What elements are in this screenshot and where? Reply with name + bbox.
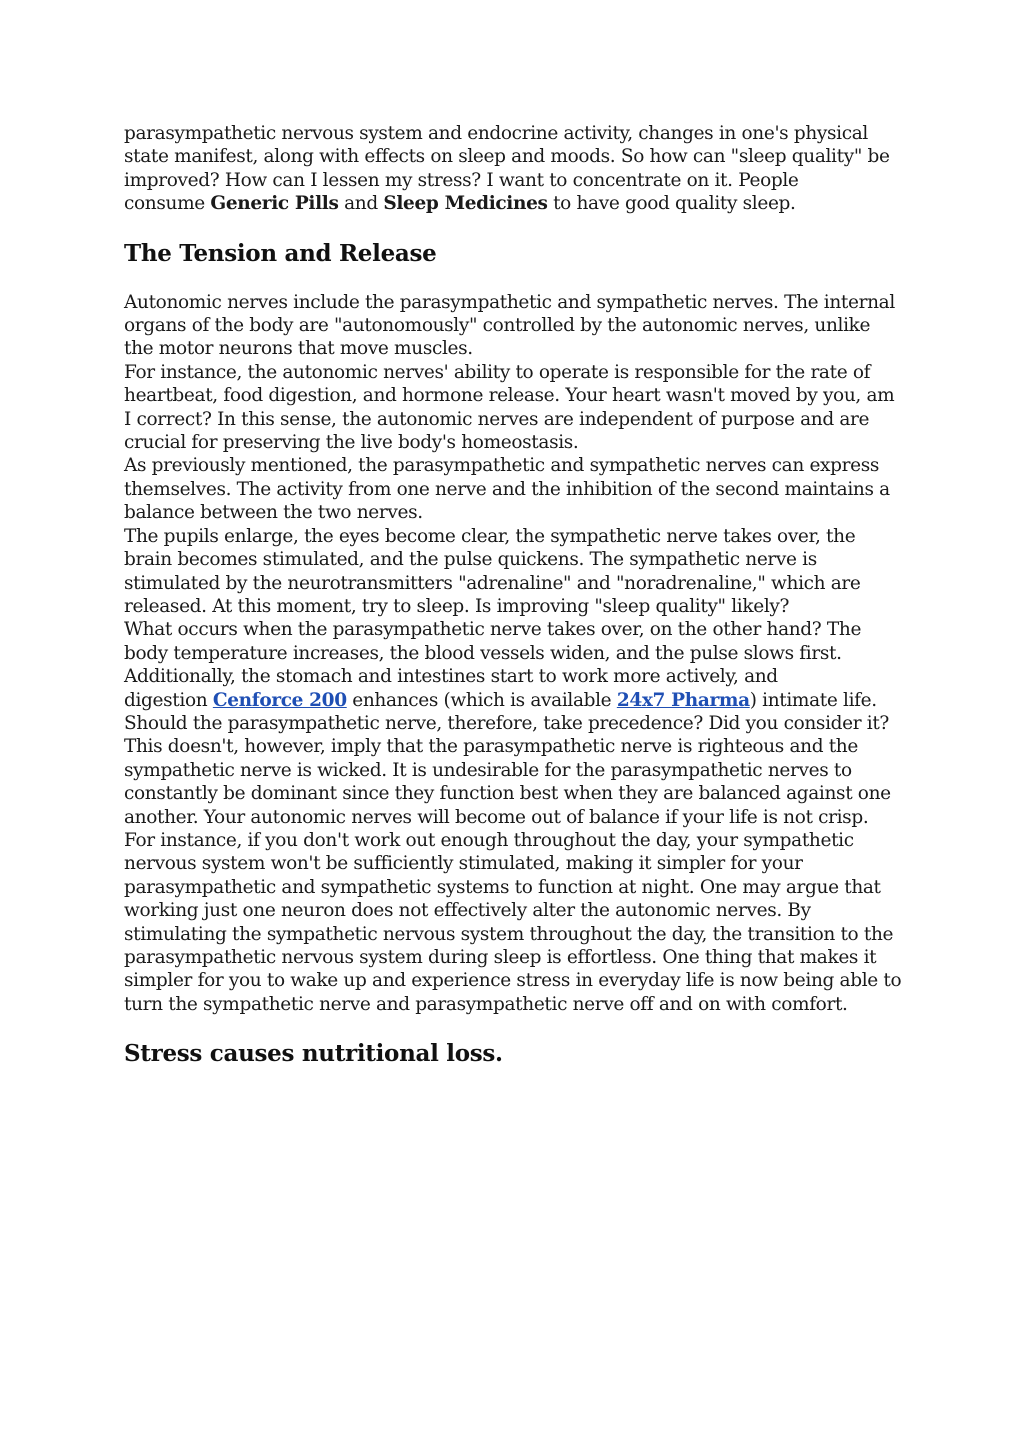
24x7-pharma-link[interactable]: 24x7 Pharma	[616, 689, 750, 711]
text-line: parasympathetic and sympathetic systems to function at night. One may argue that	[124, 876, 881, 898]
text-fragment: digestion	[124, 689, 213, 711]
text-line: released. At this moment, try to sleep. Is improving "sleep quality" likely?	[124, 595, 790, 617]
text-fragment: to have good quality sleep.	[547, 193, 796, 215]
section-heading-tension: The Tension and Release	[124, 239, 437, 267]
text-line: parasympathetic nervous system and endocrine activity, changes in one's physical	[124, 123, 868, 144]
text-line: Additionally, the stomach and intestines start to work more actively, and	[124, 666, 778, 688]
text-line-with-links	[124, 689, 904, 712]
bold-generic-pills: Generic Pills	[210, 193, 339, 215]
text-line	[124, 192, 904, 215]
text-line: What occurs when the parasympathetic nerve takes over, on the other hand? The	[124, 619, 862, 641]
text-line: themselves. The activity from one nerve and the inhibition of the second maintains a	[124, 478, 890, 500]
tension-paragraph	[124, 291, 904, 1017]
text-fragment: enhances (which is available	[346, 689, 617, 711]
bold-sleep-medicines: Sleep Medicines	[383, 193, 548, 215]
text-fragment: and	[338, 193, 384, 215]
text-line: constantly be dominant since they function best when they are balanced against one	[124, 783, 891, 805]
text-line: working just one neuron does not effectively alter the autonomic nerves. By	[124, 900, 811, 922]
text-line: Should the parasympathetic nerve, therefore, take precedence? Did you consider it?	[124, 712, 889, 734]
text-line: body temperature increases, the blood vessels widen, and the pulse slows first.	[124, 642, 842, 664]
cenforce-200-link[interactable]: Cenforce 200	[212, 689, 347, 711]
text-line: organs of the body are "autonomously" controlled by the autonomic nerves, unlike	[124, 315, 871, 337]
text-line: Autonomic nerves include the parasympathetic and sympathetic nerves. The internal	[124, 291, 895, 313]
text-line: crucial for preserving the live body's homeostasis.	[124, 432, 579, 454]
text-line: heartbeat, food digestion, and hormone release. Your heart wasn't moved by you, am	[124, 385, 895, 407]
text-line: parasympathetic nervous system during sleep is effortless. One thing that makes it	[124, 947, 877, 968]
section-heading-stress: Stress causes nutritional loss.	[124, 1040, 503, 1068]
text-line: stimulating the sympathetic nervous system throughout the day, the transition to the	[124, 923, 894, 945]
text-line: stimulated by the neurotransmitters "adrenaline" and "noradrenaline," which are	[124, 572, 861, 594]
text-line: The pupils enlarge, the eyes become clear, the sympathetic nerve takes over, the	[124, 525, 856, 547]
text-line: For instance, if you don't work out enough throughout the day, your sympathetic	[124, 829, 854, 851]
text-fragment: consume	[124, 193, 211, 215]
document-page	[124, 122, 904, 1067]
text-line: the motor neurons that move muscles.	[124, 338, 473, 360]
intro-paragraph	[124, 122, 904, 216]
text-line: sympathetic nerve is wicked. It is undesirable for the parasympathetic nerves to	[124, 759, 852, 781]
text-line: As previously mentioned, the parasympathetic and sympathetic nerves can express	[124, 455, 880, 477]
text-line: I correct? In this sense, the autonomic nerves are independent of purpose and are	[124, 408, 870, 430]
text-fragment: ) intimate life.	[749, 689, 877, 711]
text-line: another. Your autonomic nerves will become out of balance if your life is not crisp.	[124, 806, 869, 828]
text-line: state manifest, along with effects on sleep and moods. So how can "sleep quality" be	[124, 146, 890, 168]
text-line: This doesn't, however, imply that the parasympathetic nerve is righteous and the	[124, 736, 858, 758]
text-line: nervous system won't be sufficiently stimulated, making it simpler for your	[124, 853, 803, 875]
text-line: simpler for you to wake up and experience stress in everyday life is now being able to	[124, 970, 902, 992]
text-line: balance between the two nerves.	[124, 502, 423, 524]
text-line: improved? How can I lessen my stress? I want to concentrate on it. People	[124, 169, 799, 191]
text-line: brain becomes stimulated, and the pulse quickens. The sympathetic nerve is	[124, 549, 817, 571]
text-line: For instance, the autonomic nerves' ability to operate is responsible for the rate of	[124, 361, 871, 383]
text-line: turn the sympathetic nerve and parasympathetic nerve off and on with comfort.	[124, 993, 848, 1015]
